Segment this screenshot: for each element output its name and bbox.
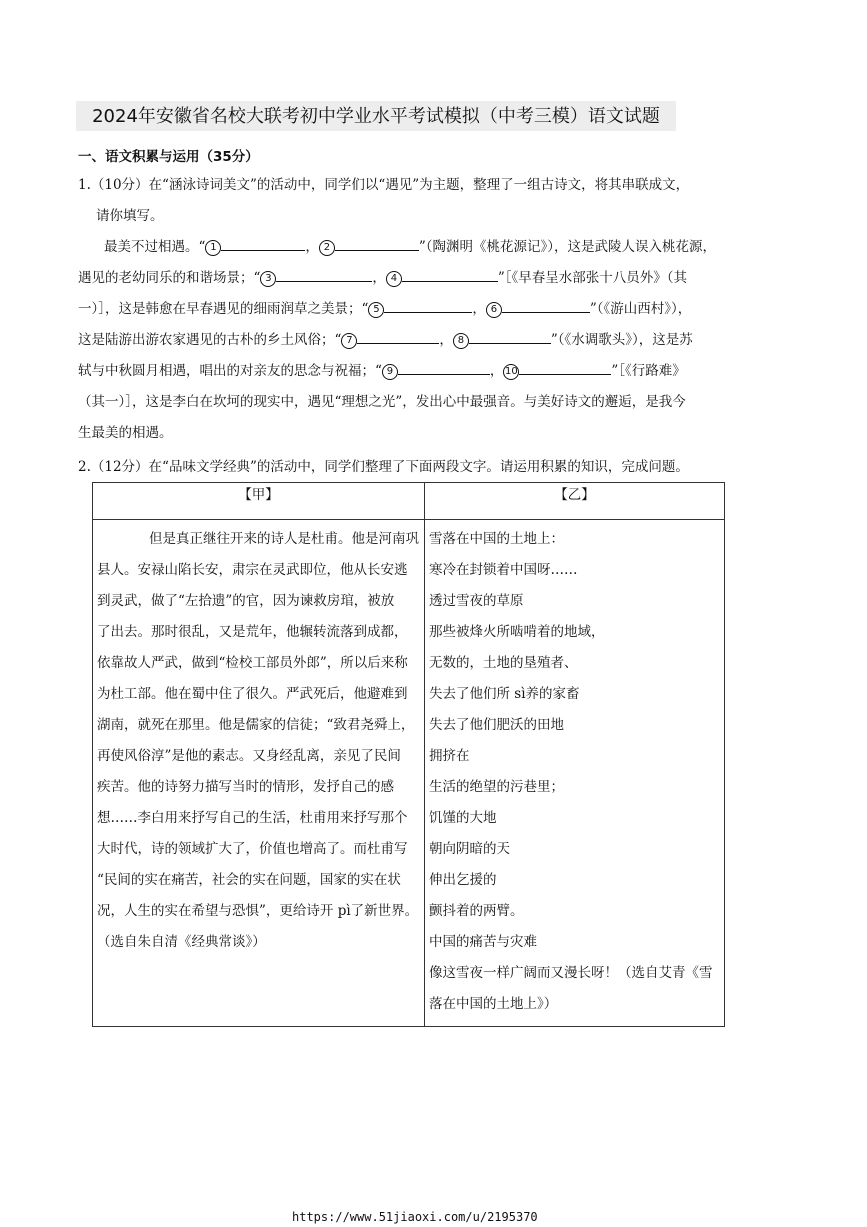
- text-a-line: 疾苦。他的诗努力描写当时的情形，发抒自己的感: [97, 779, 394, 795]
- text-b-body: [425, 520, 724, 1026]
- passage-text: 一）］，这是韩愈在早春遇见的细雨润草之美景；“: [78, 301, 369, 317]
- blank-number: 7: [341, 333, 357, 349]
- passage-line-4: [78, 325, 728, 356]
- blank-number: 3: [260, 271, 276, 287]
- passage-line-5: [78, 356, 728, 387]
- fill-blank-10[interactable]: [519, 360, 611, 375]
- blank-number: 5: [368, 302, 384, 318]
- blank-number: 1: [205, 240, 221, 256]
- text-a-line: 为杜工部。他在蜀中住了很久。严武死后，他避难到: [97, 686, 408, 702]
- q1-line-2: 请你填写。: [96, 208, 164, 224]
- passage-line-7: 生最美的相遇。: [78, 425, 173, 441]
- page-title: 2024年安徽省名校大联考初中学业水平考试模拟（中考三模）语文试题: [92, 106, 660, 127]
- text-b-line: 那些被烽火所啮啃着的地域，: [429, 624, 605, 640]
- passage-line-3: [78, 294, 728, 325]
- q1-line-1: 1.（10分）在“涵泳诗词美文”的活动中，同学们以“遇见”为主题，整理了一组古诗文，将其串联成文，: [78, 177, 690, 193]
- text-a-line: 再使风俗淳”是他的素志。又身经乱离，亲见了民间: [97, 748, 401, 764]
- blank-number: 9: [382, 364, 398, 380]
- blank-number: 8: [453, 333, 469, 349]
- text-b-line: 寒冷在封锁着中国呀……: [429, 562, 578, 578]
- text-b-line: 伸出乞援的: [429, 872, 497, 888]
- fill-blank-4[interactable]: [402, 267, 498, 282]
- passage-text: ，: [305, 239, 319, 255]
- blank-number: 6: [486, 302, 502, 318]
- text-a-body: [93, 520, 424, 1026]
- passage-text: ，: [439, 332, 453, 348]
- passage-text: 遇见的老幼同乐的和谐场景；“: [78, 270, 261, 286]
- passage-text: ”（《水调歌头》），这是苏: [550, 332, 693, 348]
- text-a-line: “民间的实在痛苦，社会的实在问题，国家的实在状: [97, 872, 401, 888]
- text-b-line: 像这雪夜一样广阔而又漫长呀！（选自艾青《雪: [429, 965, 713, 981]
- section-heading: 一、语文积累与运用（35分）: [78, 149, 259, 165]
- blank-number: 10: [503, 364, 519, 380]
- text-a-cell: [93, 520, 425, 1027]
- fill-blank-8[interactable]: [469, 329, 551, 344]
- fill-blank-3[interactable]: [276, 267, 372, 282]
- text-b-line: 颤抖着的两臂。: [429, 903, 524, 919]
- text-b-cell: [425, 520, 725, 1027]
- passage-line-6: （其一）］，这是李白在坎坷的现实中，遇见“理想之光”，发出心中最强音。与美好诗文的邂逅，是我今: [78, 394, 686, 410]
- text-a-line: 湖南，就死在那里。他是儒家的信徒；“致君尧舜上，: [97, 717, 415, 733]
- fill-blank-6[interactable]: [502, 298, 590, 313]
- text-a-line: （选自朱自清《经典常谈》）: [97, 934, 266, 950]
- question-1-passage: [78, 232, 728, 449]
- fill-blank-9[interactable]: [398, 360, 490, 375]
- passage-text: ”［《早春呈水部张十八员外》（其: [497, 270, 688, 286]
- fill-blank-7[interactable]: [357, 329, 439, 344]
- passage-text: 轼与中秋圆月相遇，唱出的对亲友的思念与祝福；“: [78, 363, 382, 379]
- passage-text: ，: [472, 301, 486, 317]
- passage-text: ”（《游山西村》），: [589, 301, 692, 317]
- question-2-stem: 2.（12分）在“品味文学经典”的活动中，同学们整理了下面两段文字。请运用积累的知识，完成问题。: [78, 459, 689, 475]
- text-b-line: 无数的，土地的垦殖者、: [429, 655, 578, 671]
- text-a-line: 依靠故人严武，做到“检校工部员外郎”，所以后来称: [97, 655, 408, 671]
- text-b-line: 失去了他们肥沃的田地: [429, 717, 565, 733]
- text-b-heading: 【乙】: [425, 483, 725, 520]
- fill-blank-1[interactable]: [221, 236, 305, 251]
- text-b-line: 朝向阴暗的天: [429, 841, 511, 857]
- text-a-line: 况，人生的实在希望与恐惧”，更给诗开 pì了新世界。: [97, 903, 419, 919]
- text-a-line: 县人。安禄山陷长安，肃宗在灵武即位，他从长安逃: [97, 562, 408, 578]
- text-b-line: 中国的痛苦与灾难: [429, 934, 538, 950]
- passage-text: ，: [489, 363, 504, 379]
- footer-url: https://www.51jiaoxi.com/u/2195370: [292, 1210, 538, 1224]
- passage-text: 最美不过相遇。“: [104, 239, 206, 255]
- text-b-line: 失去了他们所 sì养的家畜: [429, 686, 580, 702]
- fill-blank-2[interactable]: [335, 236, 419, 251]
- text-b-line: 透过雪夜的草原: [429, 593, 524, 609]
- text-b-line: 雪落在中国的土地上：: [429, 531, 565, 547]
- blank-number: 4: [386, 271, 402, 287]
- text-b-line: 生活的绝望的污巷里；: [429, 779, 565, 795]
- passage-text: ”［《行路难》: [611, 363, 686, 379]
- text-a-line: 想……李白用来抒写自己的生活，杜甫用来抒写那个: [97, 810, 408, 826]
- text-a-line: 了出去。那时很乱，又是荒年，他辗转流落到成都，: [97, 624, 408, 640]
- text-a-heading: 【甲】: [93, 483, 425, 520]
- text-b-line: 落在中国的土地上》）: [429, 996, 558, 1012]
- text-b-line: 饥馑的大地: [429, 810, 497, 826]
- passage-text: ，: [372, 270, 386, 286]
- reading-texts-table: [92, 482, 725, 1027]
- passage-line-1: [78, 232, 728, 263]
- text-b-line: 拥挤在: [429, 748, 470, 764]
- text-a-line: 到灵武，做了“左拾遗”的官，因为谏救房琯，被放: [97, 593, 395, 609]
- passage-text: ”（陶渊明《桃花源记》），这是武陵人误入桃花源，: [418, 239, 717, 255]
- text-a-line: 大时代，诗的领域扩大了，价值也增高了。而杜甫写: [97, 841, 408, 857]
- fill-blank-5[interactable]: [384, 298, 472, 313]
- question-1-stem: [78, 170, 728, 232]
- text-a-line: 但是真正继往开来的诗人是杜甫。他是河南巩: [149, 531, 419, 547]
- passage-line-2: [78, 263, 728, 294]
- blank-number: 2: [319, 240, 335, 256]
- passage-text: 这是陆游出游农家遇见的古朴的乡土风俗；“: [78, 332, 342, 348]
